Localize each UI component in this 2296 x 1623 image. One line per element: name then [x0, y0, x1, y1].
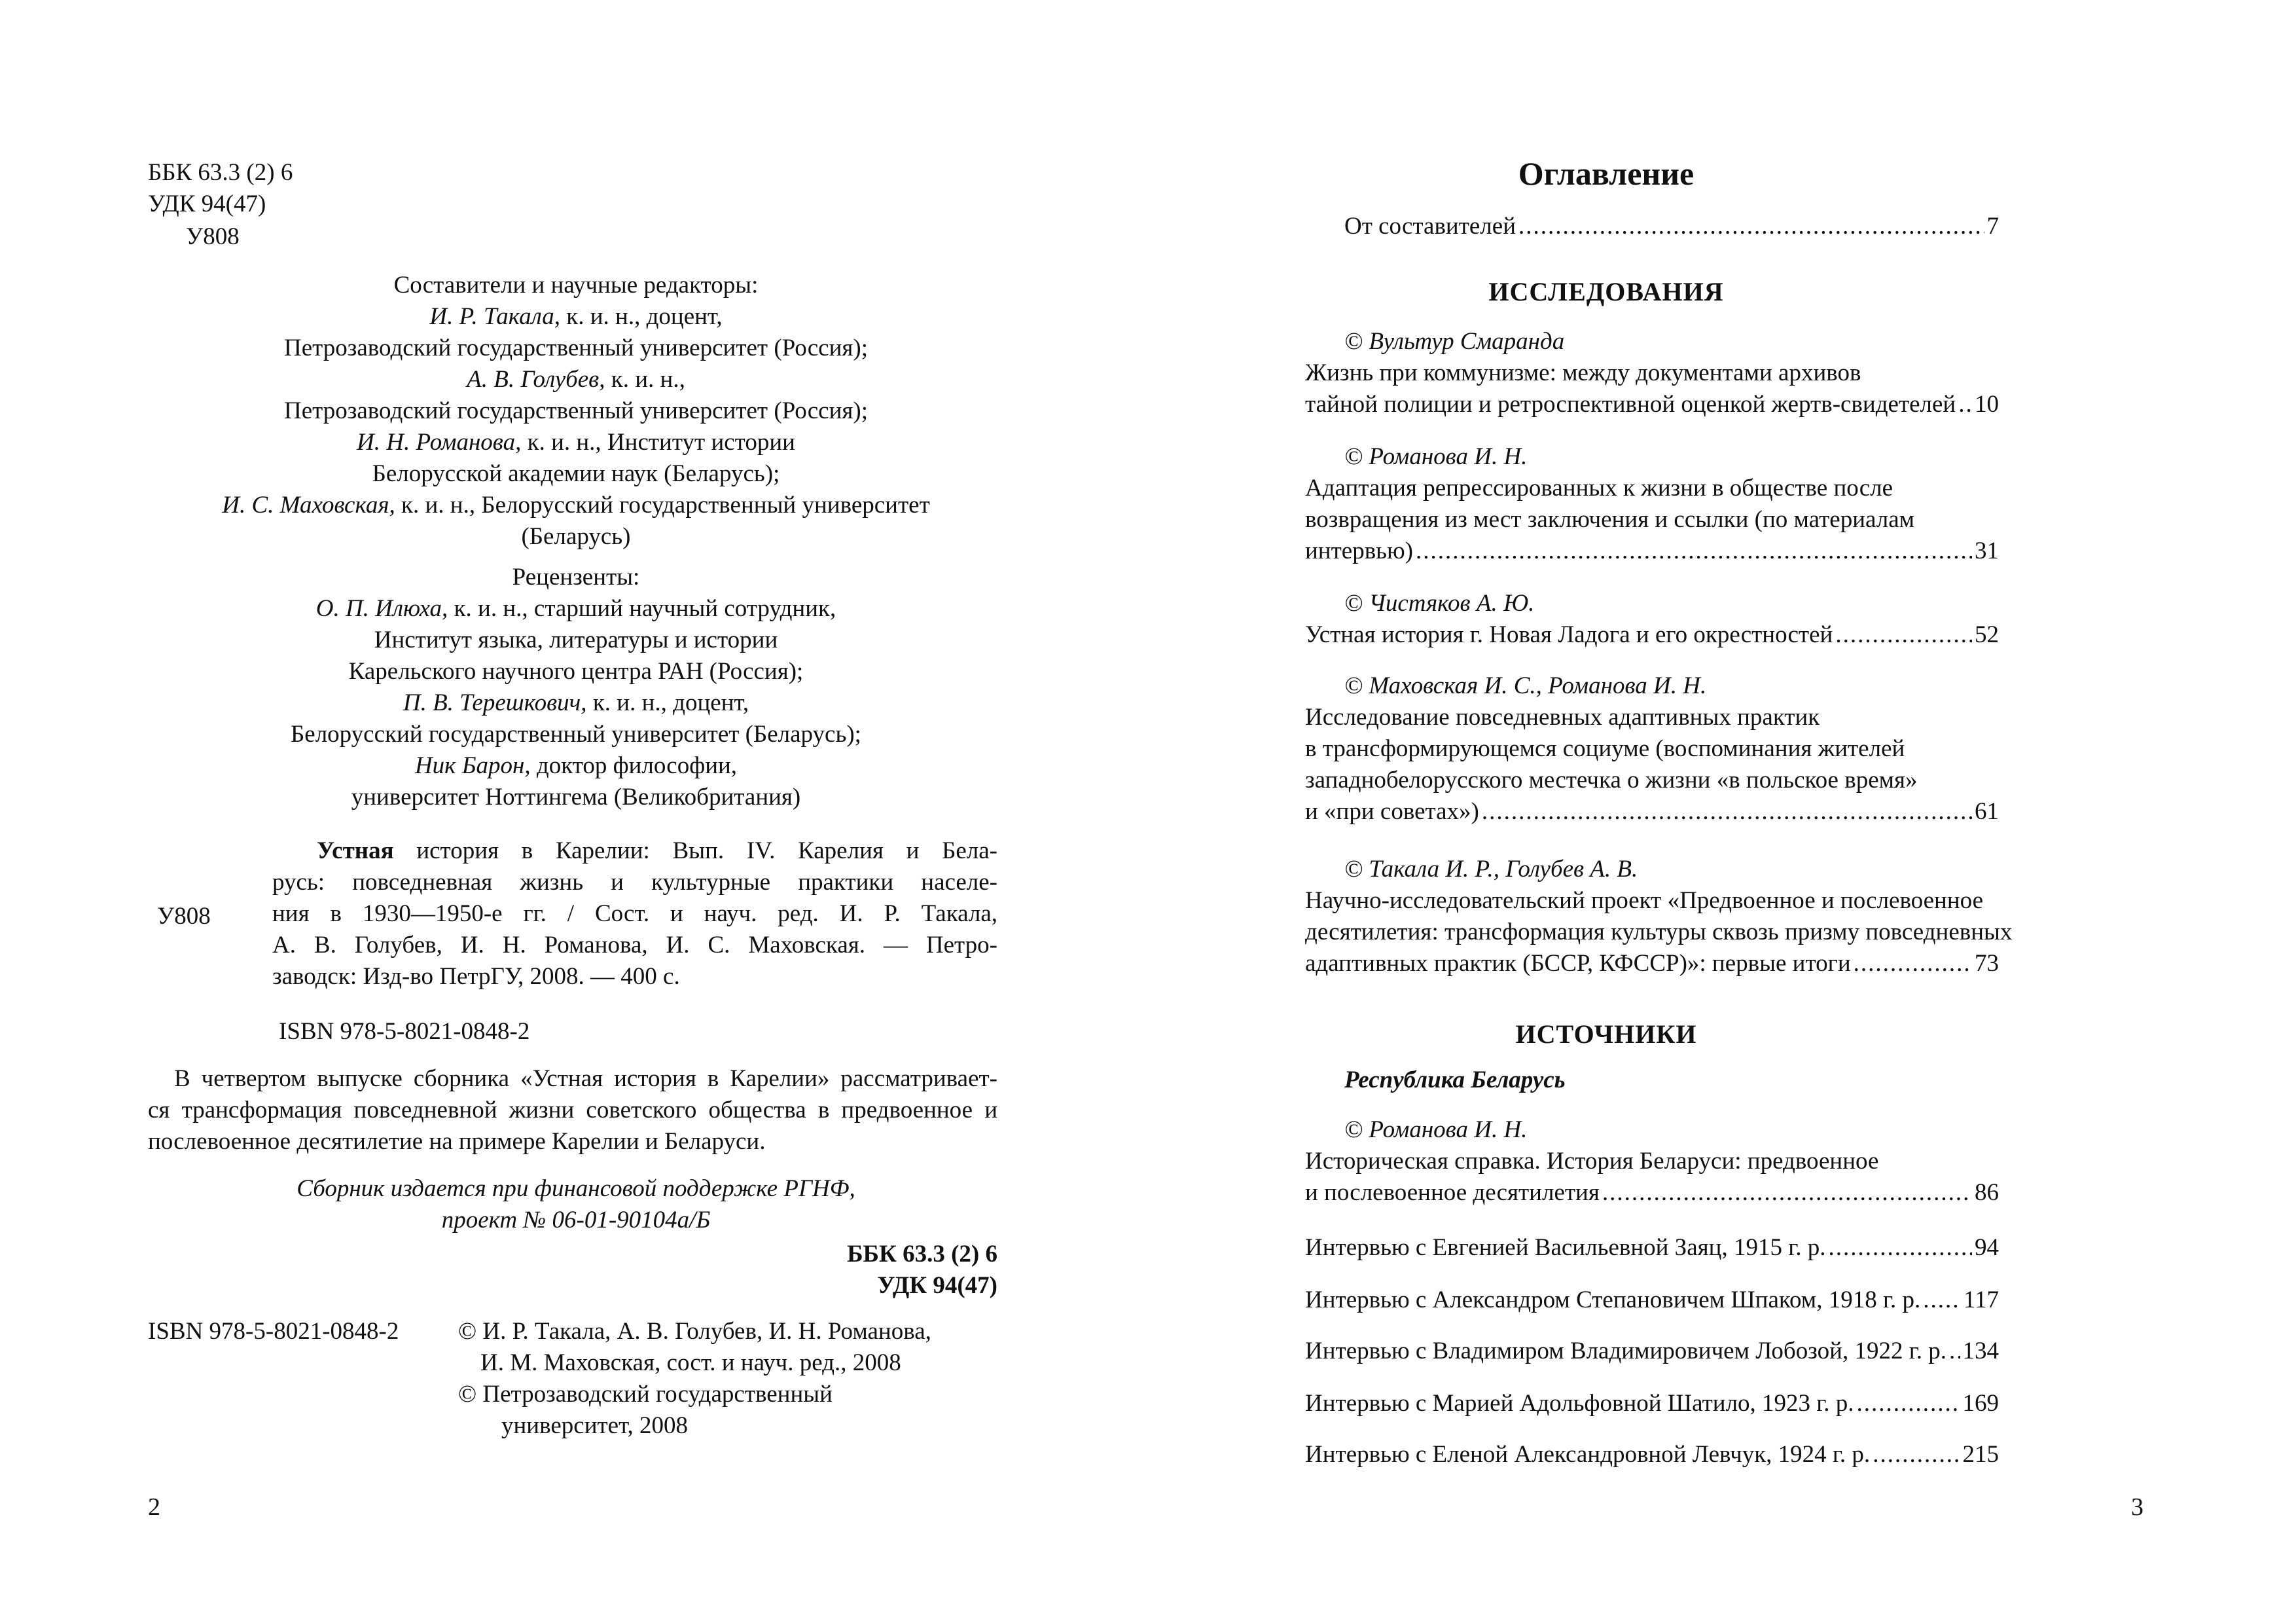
toc-entry-title: Интервью с Еленой Александровной Левчук, 1924 г. р. — [1305, 1441, 1871, 1468]
reviewer-name: Ник Барон, — [414, 752, 531, 779]
editor-line — [196, 490, 956, 521]
editor-line — [196, 395, 956, 427]
catalog-text: заводск: Изд-во ПетрГУ, 2008. — 400 с. — [272, 963, 680, 990]
toc-entry-sources-history[interactable] — [1305, 1177, 1999, 1209]
leader-dots — [1857, 1388, 1960, 1419]
catalog-title-bold: Устная — [317, 837, 394, 864]
catalog-line — [272, 867, 997, 898]
leader-dots — [1958, 389, 1972, 420]
reviewer-name: П. В. Терешкович, — [403, 689, 587, 716]
toc-entry-title: тайной полиции и ретроспективной оценкой жертв-свидетелей — [1305, 391, 1956, 418]
editor-line — [196, 333, 956, 364]
catalog-author-sign: У808 — [157, 903, 211, 930]
toc-entry-intro[interactable] — [1344, 211, 1999, 242]
toc-entry-author: © Вультур Смаранда — [1344, 328, 1565, 355]
toc-entry-page: 169 — [1962, 1390, 1999, 1417]
toc-entry-author: © Такала И. Р., Голубев А. В. — [1344, 856, 1638, 883]
abstract-line: В четвертом выпуске сборника «Устная история в Карелии» рассматривает- — [174, 1065, 997, 1092]
copyright-line-3: © Петрозаводский государственный — [458, 1381, 833, 1408]
leader-dots — [1873, 1439, 1960, 1470]
toc-entry-research-1[interactable] — [1305, 389, 1999, 420]
catalog-line — [272, 898, 997, 930]
toc-entry-title: От составителей — [1344, 213, 1516, 240]
toc-entry-page: 73 — [1975, 950, 1999, 977]
catalog-text: ния в 1930—1950-е гг. / Сост. и науч. ред. И. Р. Такала, — [272, 900, 997, 927]
toc-entry-page: 61 — [1975, 798, 1999, 825]
leader-dots — [1518, 211, 1984, 242]
editor-line — [196, 521, 956, 553]
reviewer-detail: Институт языка, литературы и истории — [374, 627, 778, 653]
leader-dots — [1602, 1177, 1972, 1209]
reviewer-line — [196, 687, 956, 719]
copyright-line-1: © И. Р. Такала, А. В. Голубев, И. Н. Романова, — [458, 1318, 931, 1345]
editor-detail: к. и. н., Институт истории — [521, 429, 795, 456]
reviewer-detail: к. и. н., доцент, — [586, 689, 749, 716]
toc-entry-title: и «при советах») — [1305, 798, 1479, 825]
isbn-line: ISBN 978-5-8021-0848-2 — [279, 1018, 530, 1045]
reviewer-detail: университет Ноттингема (Великобритания) — [351, 784, 801, 811]
editor-name: И. С. Маховская, — [222, 492, 395, 519]
udk-bold: УДК 94(47) — [877, 1272, 997, 1299]
toc-title: Оглавление — [1518, 155, 1695, 192]
copyright-line-4: университет, 2008 — [501, 1412, 688, 1439]
udk-code: УДК 94(47) — [148, 191, 266, 217]
toc-entry-page: 117 — [1963, 1286, 1999, 1313]
reviewer-line — [196, 593, 956, 625]
editor-name: И. Р. Такала, — [429, 303, 560, 330]
toc-entry-interview-5[interactable] — [1305, 1439, 1999, 1470]
reviewer-line — [196, 750, 956, 782]
toc-entry-page: 86 — [1975, 1179, 1999, 1206]
editor-line — [196, 458, 956, 490]
editors-heading: Составители и научные редакторы: — [393, 272, 759, 299]
reviewers-heading: Рецензенты: — [512, 564, 640, 591]
sources-entry-line: Историческая справка. История Беларуси: предвоенное — [1305, 1148, 1879, 1175]
catalog-line — [272, 930, 997, 961]
toc-entry-title: адаптивных практик (БССР, КФССР)»: первые итоги — [1305, 950, 1851, 977]
isbn-bottom: ISBN 978-5-8021-0848-2 — [148, 1318, 399, 1345]
toc-entry-research-4[interactable] — [1305, 796, 1999, 828]
reviewer-detail: Белорусский государственный университет (Беларусь); — [291, 721, 861, 748]
catalog-line — [272, 961, 997, 993]
leader-dots — [1835, 619, 1972, 651]
editor-detail: к. и. н., доцент, — [560, 303, 723, 330]
catalog-text: история в Карелии: Вып. IV. Карелия и Бела- — [393, 837, 997, 864]
editor-detail: к. и. н., Белорусский государственный университет — [395, 492, 930, 519]
author-sign-code: У808 — [186, 223, 240, 250]
editor-detail: (Беларусь) — [521, 523, 631, 550]
leader-dots — [1416, 536, 1972, 567]
editor-name: И. Н. Романова, — [357, 429, 522, 456]
toc-entry-author: © Романова И. Н. — [1344, 443, 1528, 470]
toc-entry-title: Интервью с Владимиром Владимировичем Лобозой, 1922 г. р. — [1305, 1338, 1946, 1364]
editor-detail: Белорусской академии наук (Беларусь); — [372, 460, 780, 487]
toc-entry-line: в трансформирующемся социуме (воспоминания жителей — [1305, 735, 1905, 762]
toc-entry-page: 134 — [1962, 1338, 1999, 1364]
toc-entry-title: Интервью с Марией Адольфовной Шатило, 1923 г. р. — [1305, 1390, 1854, 1417]
leader-dots — [1949, 1336, 1960, 1367]
reviewer-line — [196, 719, 956, 750]
toc-entry-title: интервью) — [1305, 538, 1414, 564]
editor-detail: Петрозаводский государственный университет (Россия); — [283, 335, 868, 361]
toc-entry-research-3[interactable] — [1305, 619, 1999, 651]
sources-author: © Романова И. Н. — [1344, 1116, 1528, 1143]
catalog-text: А. В. Голубев, И. Н. Романова, И. С. Маховская. — Петро- — [272, 932, 997, 958]
toc-entry-title: Интервью с Александром Степановичем Шпаком, 1918 г. р. — [1305, 1286, 1921, 1313]
editor-line — [196, 301, 956, 333]
leader-dots — [1482, 796, 1972, 828]
bbk-bold: ББК 63.3 (2) 6 — [847, 1241, 997, 1267]
reviewer-name: О. П. Илюха, — [315, 595, 448, 622]
toc-entry-line: Жизнь при коммунизме: между документами архивов — [1305, 359, 1861, 386]
toc-entry-research-2[interactable] — [1305, 536, 1999, 567]
page-number-right: 3 — [2131, 1493, 2144, 1521]
toc-entry-title: Устная история г. Новая Ладога и его окрестностей — [1305, 621, 1833, 648]
abstract-line: ся трансформация повседневной жизни советского общества в предвоенное и — [148, 1097, 997, 1123]
reviewer-line — [196, 625, 956, 656]
editor-line — [196, 364, 956, 395]
toc-entry-title: и послевоенное десятилетия — [1305, 1179, 1600, 1206]
editor-detail: к. и. н., — [605, 366, 685, 393]
reviewer-line — [196, 656, 956, 687]
support-line-2: проект № 06-01-90104а/Б — [441, 1207, 711, 1233]
leader-dots — [1828, 1232, 1972, 1264]
toc-entry-interview-4[interactable] — [1305, 1388, 1999, 1419]
toc-entry-page: 31 — [1975, 538, 1999, 564]
toc-entry-page: 7 — [1986, 213, 1999, 240]
catalog-line — [317, 835, 997, 867]
toc-entry-author: © Маховская И. С., Романова И. Н. — [1344, 672, 1707, 699]
toc-entry-page: 94 — [1975, 1234, 1999, 1261]
toc-entry-page: 52 — [1975, 621, 1999, 648]
support-line-1: Сборник издается при финансовой поддержке РГНФ, — [296, 1175, 855, 1202]
toc-entry-line: западнобелорусского местечка о жизни «в польское время» — [1305, 767, 1918, 793]
reviewer-detail: Карельского научного центра РАН (Россия); — [348, 658, 804, 685]
toc-entry-line: десятилетия: трансформация культуры сквозь призму повседневных — [1305, 919, 2013, 945]
toc-entry-interview-2[interactable] — [1305, 1285, 1999, 1316]
leader-dots — [1923, 1285, 1961, 1316]
toc-entry-line: возвращения из мест заключения и ссылки (по материалам — [1305, 506, 1915, 533]
editor-detail: Петрозаводский государственный университет (Россия); — [283, 397, 868, 424]
bbk-code: ББК 63.3 (2) 6 — [148, 159, 293, 186]
toc-entry-interview-3[interactable] — [1305, 1336, 1999, 1367]
reviewer-line — [196, 782, 956, 813]
right-page — [1148, 0, 2296, 1623]
toc-entry-author: © Чистяков А. Ю. — [1344, 590, 1535, 617]
copyright-line-2: И. М. Маховская, сост. и науч. ред., 2008 — [480, 1349, 901, 1376]
subsection-heading: Республика Беларусь — [1344, 1067, 1566, 1093]
toc-entry-line: Адаптация репрессированных к жизни в обществе после — [1305, 475, 1893, 501]
toc-entry-page: 10 — [1975, 391, 1999, 418]
reviewer-detail: к. и. н., старший научный сотрудник, — [448, 595, 836, 622]
editor-line — [196, 427, 956, 458]
section-research-heading: ИССЛЕДОВАНИЯ — [1488, 277, 1724, 306]
toc-entry-line: Исследование повседневных адаптивных практик — [1305, 704, 1820, 731]
abstract-line: послевоенное десятилетие на примере Карелии и Беларуси. — [148, 1128, 766, 1155]
toc-entry-interview-1[interactable] — [1305, 1232, 1999, 1264]
toc-entry-page: 215 — [1962, 1441, 1999, 1468]
toc-entry-research-5[interactable] — [1305, 948, 1999, 979]
reviewer-detail: доктор философии, — [530, 752, 738, 779]
toc-entry-line: Научно-исследовательский проект «Предвоенное и послевоенное — [1305, 887, 1984, 914]
section-sources-heading: ИСТОЧНИКИ — [1515, 1019, 1697, 1049]
leader-dots — [1854, 948, 1972, 979]
catalog-text: русь: повседневная жизнь и культурные практики населе- — [272, 869, 997, 896]
toc-entry-title: Интервью с Евгенией Васильевной Заяц, 1915 г. р. — [1305, 1234, 1826, 1261]
editor-name: А. В. Голубев, — [467, 366, 605, 393]
page-number-left: 2 — [148, 1493, 160, 1521]
